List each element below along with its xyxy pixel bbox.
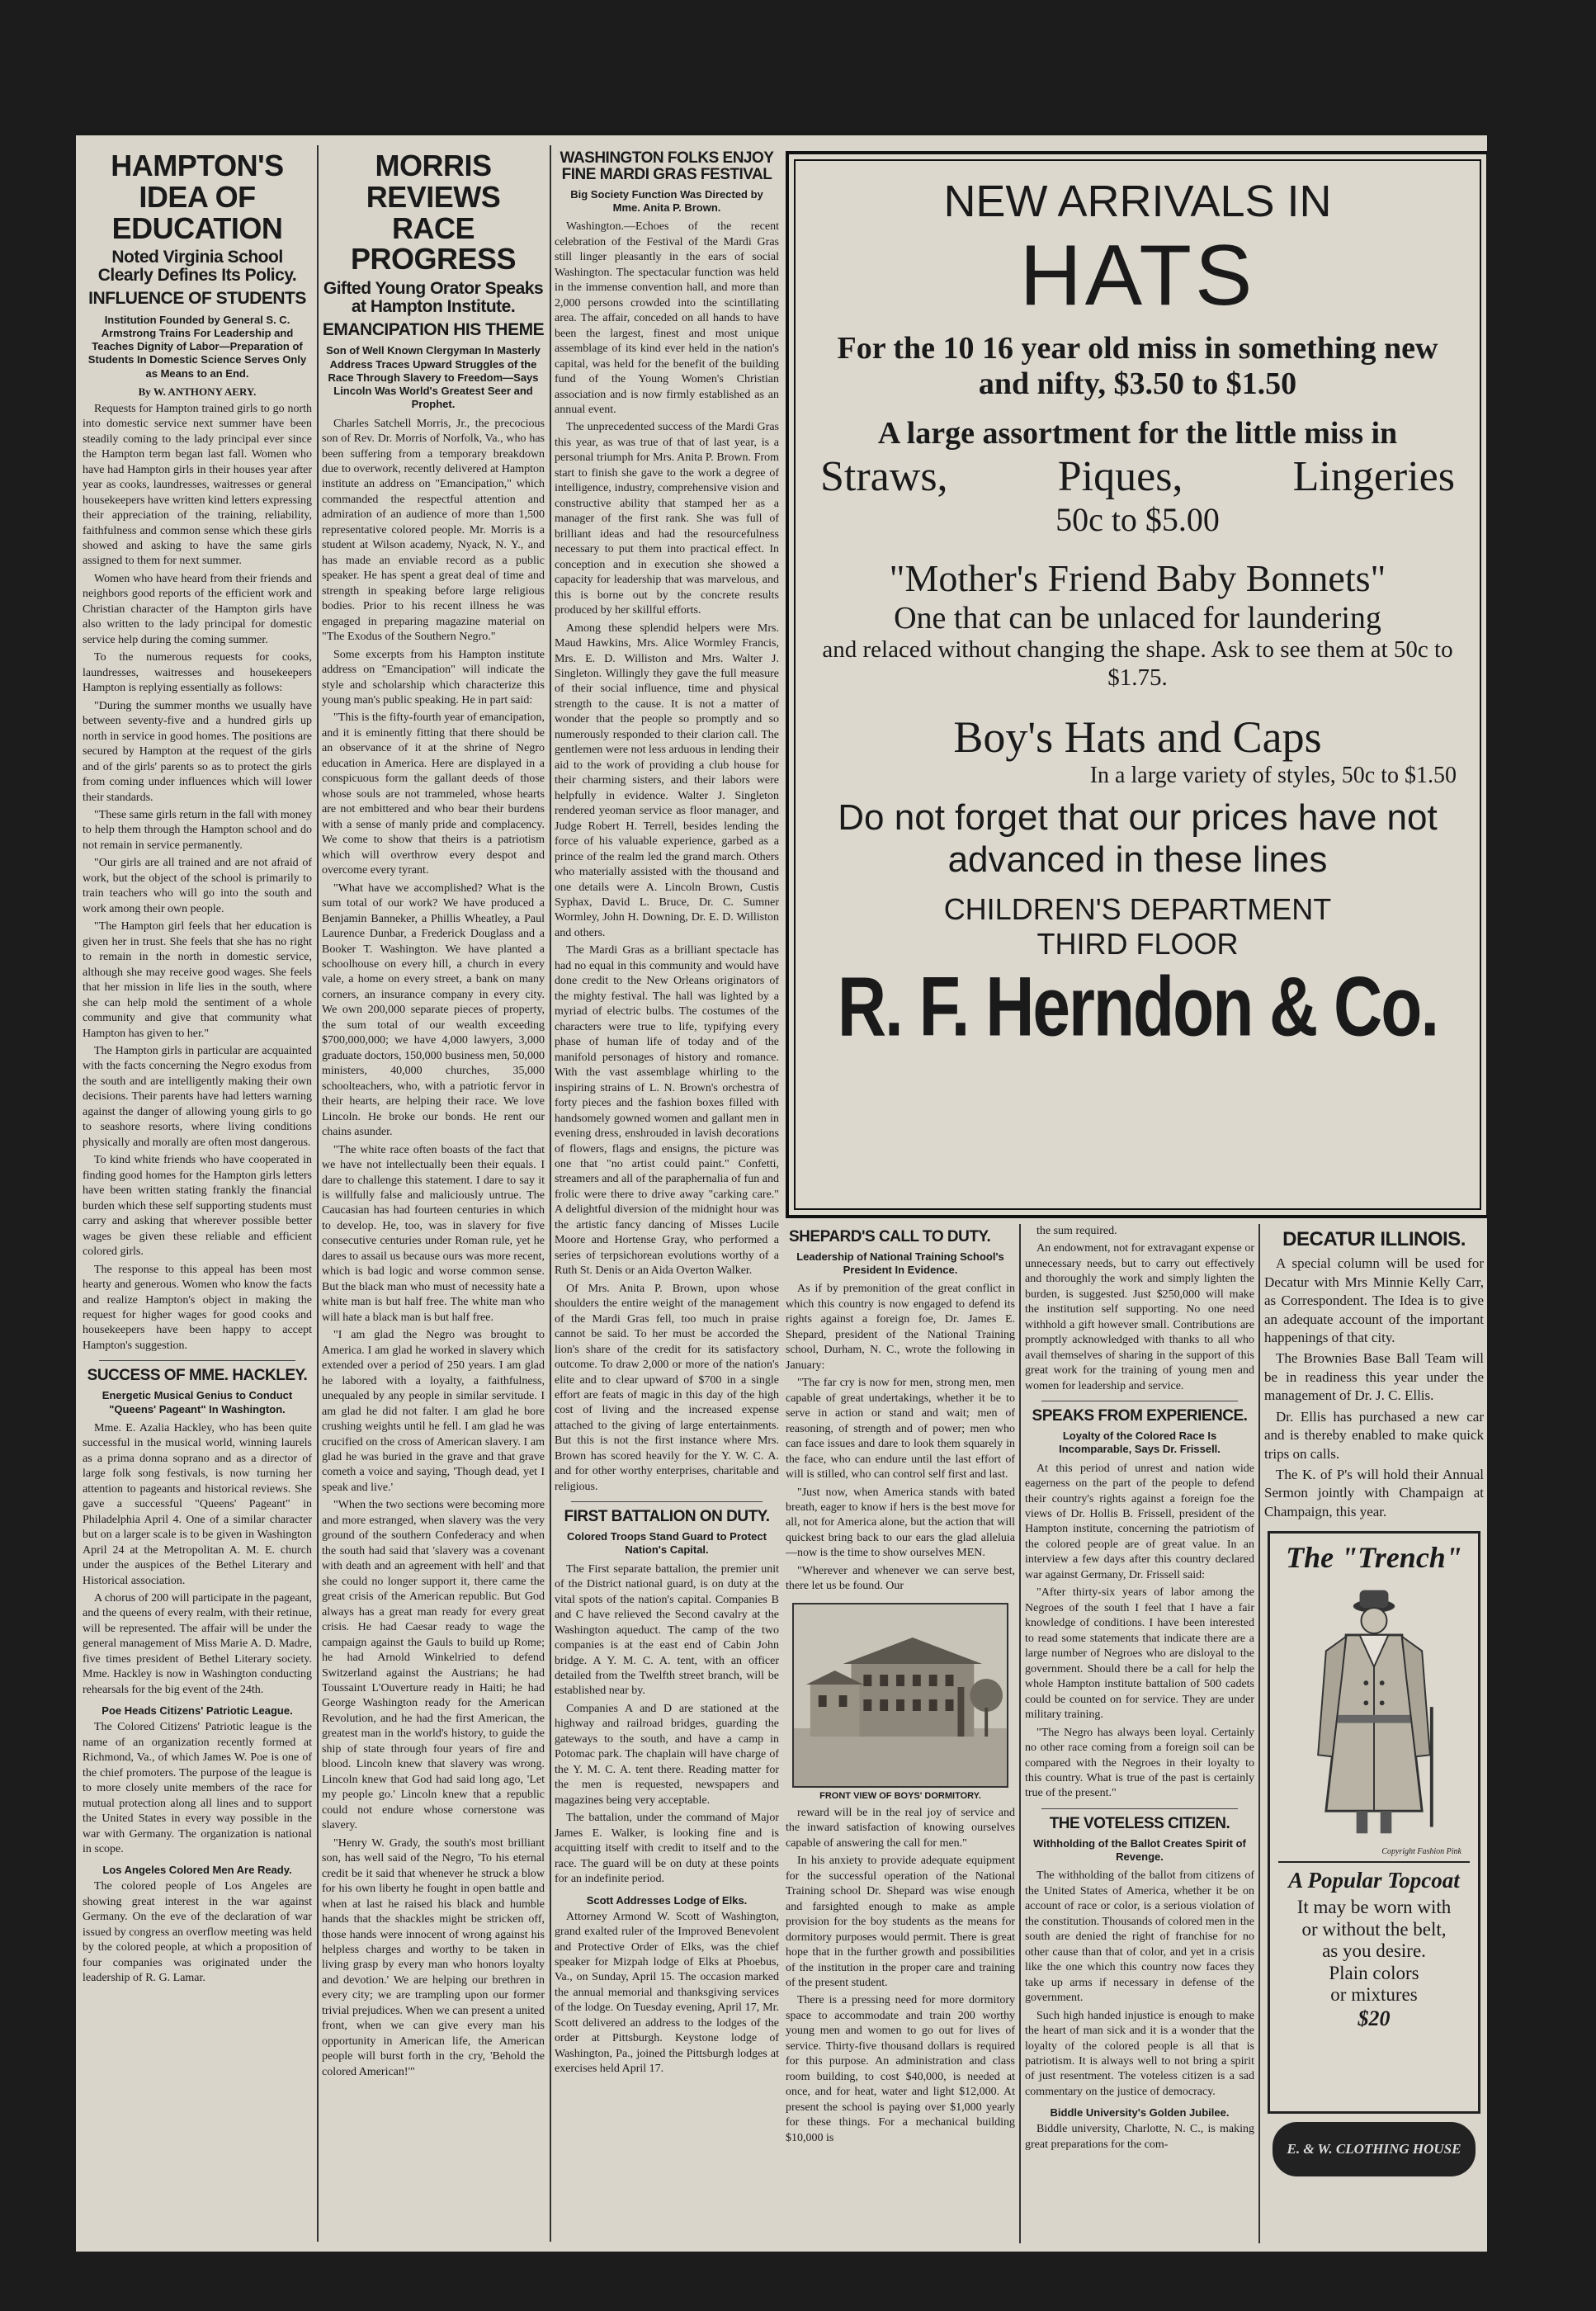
photo-caption: FRONT VIEW OF BOYS' DORMITORY.: [819, 1790, 981, 1801]
topcoat-line: It may be worn with: [1296, 1897, 1452, 1918]
headline-morris: MORRIS REVIEWS RACE PROGRESS: [350, 149, 517, 276]
paragraph: The Hampton girls in particular are acquainted with the facts concerning the Negro exodus from the south and are intelligently making their own decisions. Their parents have had letters warning against the danger of allowing young girls to go to seashore resorts, where living conditions physically and morally are often most dangerous.: [83, 1045, 312, 1149]
paragraph: A special column will be used for Decatur with Mrs Minnie Kelly Carr, as Correspondent. The Idea is to give an adequate account of the important happenings of that city.: [1264, 1255, 1484, 1345]
paragraph: "Wherever and whenever we can serve best, there let us be found. Our: [786, 1564, 1015, 1593]
topcoat-line: or mixtures: [1330, 1984, 1418, 2006]
paragraph: Some excerpts from his Hampton institute address on "Emancipation" will indicate the style and scholarship which characterize this young man's public speaking. He in part said:: [322, 648, 545, 707]
herndon-hats-advertisement: [786, 151, 1487, 1218]
deck-voteless: Withholding of the Ballot Creates Spirit of Revenge.: [1033, 1836, 1246, 1864]
paragraph: "Henry W. Grady, the south's most brilliant son, has well said of the Negro, 'To his eternal credit be it said that whenever he struck a blow for his own liberty he fought in open battle and when at last he raised his black and humble hands that the shackles might be stricken off, those hands were innocent of wrong against his helpless charges and worthy to be taken in living grasp by every man who honors loyalty and devotion.' We are helping our brethren in every city; we are trampling upon our former trivial prejudices. When we can present a united front, when we can give every man his opportunity in American life, the American people will burst forth in the cry, 'Behold the colored American!'": [322, 1836, 545, 2078]
column-frissell: [1025, 1224, 1254, 2247]
headline-hackley: SUCCESS OF MME. HACKLEY.: [87, 1367, 308, 1385]
paragraph: There is a pressing need for more dormitory space to accommodate and train 200 worthy young men and women to go out for lives of service. Thirty-five thousand dollars is required for this purpose. An administration and class room building, to cost $40,000, is needed at once, and for heat, water and light $12,000. At present the school is paying over $1,000 yearly for these things. For a mechanical building $10,000 is: [786, 1994, 1015, 2144]
paragraph: Attorney Armond W. Scott of Washington, grand exalted ruler of the Improved Benevolent and Protective Order of Elks, was the chief speaker for Mizpah lodge of Elks at Phoebus, Va., on Sunday, April 15. The occasion marked the annual memorial and thanksgiving services of the lodge. On Tuesday evening, April 17, Mr. Scott delivered an address to the lodges of the order at Pittsburgh. Keystone lodge of Washington, Pa., joined the Pittsburgh lodges at exercises held April 17.: [555, 1910, 779, 2076]
topcoat-line: as you desire.: [1322, 1940, 1426, 1962]
column-rule: [1258, 1224, 1260, 2243]
headline-voteless: THE VOTELESS CITIZEN.: [1049, 1814, 1230, 1832]
ad-assortment: A large assortment for the little miss in: [877, 416, 1398, 451]
column-decatur: [1264, 1224, 1484, 2247]
ad-unlaced: One that can be unlaced for laundering: [894, 600, 1381, 636]
paragraph: reward will be in the real joy of service and the inward satisfaction of knowing ourselves capable of answering the call for men.": [786, 1806, 1015, 1850]
paragraph: The colored people of Los Angeles are showing great interest in the war against Germany. On the eve of the declaration of war issued by congress an overflow meeting was held by the colored people, at which a proposition of four companies was originated under the leadership of R. G. Lamar.: [83, 1880, 312, 1985]
paragraph: "When the two sections were becoming more and more estranged, when slavery was the very ground of the southern Confederacy and when the south had said that 'slavery was a covenant with death and an agreement with hell' and that she could no longer support it, there came the great crisis of the American republic. But God always has a great man ready for every great crisis. He had Caesar ready to wage the campaign against the Gauls to build up Rome; he had Arnold Winkelried to defend Switzerland against the Austrians; he had Toussaint L'Ouverture ready in Haiti; he had George Washington ready for the American Revolution, and he had the first American, the greatest man in the world's history, to guide the ship of state through four years of fire and blood. Lincoln knew that slavery was wrong. Lincoln knew that God had said long ago, 'Let my people go.' Lincoln knew that a republic could not endure whose cornerstone was slavery.: [322, 1499, 545, 1832]
topcoat-line: Plain colors: [1329, 1962, 1419, 1983]
newspaper-page: [76, 130, 1487, 2252]
paragraph: Charles Satchell Morris, Jr., the precocious son of Rev. Dr. Morris of Norfolk, Va., who has been suffering from a temporary breakdown due to overwork, recently delivered at Hampton institute an address on "Emancipation," which commanded the respectful attention and admiration of an audience of more than 1,500 representative colored people. Mr. Morris is a student at Wilson academy, Nyack, N. Y., and has made an enviable record as a public speaker. He has spent a great deal of time and strength in speaking before large religious bodies. Prior to his recent illness he was engaged in preparing magazine material on "The Exodus of the Southern Negro.": [322, 417, 545, 644]
deck-morris: Son of Well Known Clergyman In Masterly Address Traces Upward Struggles of the Race Through Slavery to Freedom—Says Lincoln Was World's Greatest Seer and Prophet.: [326, 344, 541, 411]
deck-experience: Loyalty of the Colored Race Is Incomparable, Says Dr. Frissell.: [1059, 1430, 1221, 1456]
divider: [99, 1360, 295, 1361]
paragraph: Such high handed injustice is enough to make the heart of man sick and it is a wonder that the loyalty of the colored people is all that is patriotism. It is always well to not bring a spirit of just resentment. The voteless citizen is a sad commentary on the justice of democracy.: [1025, 2009, 1254, 2098]
paragraph: "After thirty-six years of labor among the Negroes of the south I feel that I have a fair knowledge of conditions. I have been interested to read some statements that indicate there are a large number of Negroes who are disloyal to the government. Should there be a call for help the whole Hampton institute battalion of 500 cadets could be counted on for service. They are under military training.: [1025, 1586, 1254, 1722]
paragraph: The K. of P's will hold their Annual Sermon jointly with Champaign at Champaign, this year.: [1264, 1467, 1484, 1519]
paragraph: Mme. E. Azalia Hackley, who has been quite successful in the musical world, winning laurels as a prima donna soprano and as a director of large folk song festivals, is now turning her attention to pageants and historical reviews. She gave a successful "Queens' Pageant" in Philadelphia April 4. One of a similar character but on a larger scale is to be given in Washington April 24 at the Metropolitan A. M. E. church under the auspices of the Bethel Literary and Historical association.: [83, 1421, 312, 1587]
paragraph: Women who have heard from their friends and neighbors good reports of the efficient work and Christian character of the Hampton girls have also written to the lady principal for domestic service help during the coming summer.: [83, 572, 312, 646]
paragraph: The Mardi Gras as a brilliant spectacle has had no equal in this community and would have done credit to the New Orleans originators of the mighty festival. The hall was lighted by a myriad of electric bulbs. The costumes of the characters were true to life, typifying every phase of human life of today and of the manifold personages of history and romance. With the vast assemblage whirling to the inspiring strains of L. N. Brown's orchestra of forty pieces and the fashion boxes filled with handsomely gowned women and gallant men in evening dress, enshrouded in lavish decorations of flowers, flags and ensigns, the picture was one that "no artist could paint." Confetti, streamers and all of the paraphernalia of fun and frolic were there to drive away "carking care." A delightful diversion of the midnight hour was the artistic fancy dancing of Misses Lucile Moore and Hortense Gray, who performed a series of terpsichorean evolutions worthy of a Ruth St. Denis or an Aida Overton Walker.: [555, 944, 779, 1278]
ad-relaced: and relaced without changing the shape. Ask to see them at 50c to $1.75.: [822, 636, 1453, 691]
trench-title: The "Trench": [1286, 1541, 1462, 1575]
article-hackley-body: [83, 1421, 312, 1698]
deck-hackley: Energetic Musical Genius to Conduct "Queens' Pageant" In Washington.: [102, 1389, 293, 1415]
paragraph: To kind white friends who have cooperated in finding good homes for the Hampton girls letters have been written stating frankly the financial burden which these self supporting students must carry and asking that wherever possible better wages be given these reliable and efficient colored girls.: [83, 1154, 312, 1259]
article-experience-body: [1025, 1462, 1254, 1802]
headline-elks: Scott Addresses Lodge of Elks.: [586, 1893, 748, 1907]
paragraph: The First separate battalion, the premier unit of the District national guard, is on duty at the vital spots of the nation's capital. Companies B and C have relieved the Second cavalry at the Washington aqueduct. The camp of the two companies is at the east end of Cabin John bridge. A Y. M. C. A. tent, with an officer detailed from the Twelfth street branch, will be established near by.: [555, 1562, 779, 1698]
paragraph: "The white race often boasts of the fact that we have not intellectually been their equals. I dare to challenge this statement. I dare to say it is willfully false and maliciously untrue. The Caucasian has had fourteen centuries in which to develop. He, too, was in slavery for five consecutive centuries under Roman rule, yet he dares to assail us because ours was more recent, which is bad logic and worse common sense. But the black man who must of necessity hate a white man is but half free. The white man who will hate a black man is but half free.: [322, 1143, 545, 1324]
paragraph: "What have we accomplished? What is the sum total of our work? We have produced a Benjamin Banneker, a Phillis Wheatley, a Paul Laurence Dunbar, a Frederick Douglass and a Booker T. Washington. We have planted a schoolhouse on every hill, a church in every vale, a home on every street, a bank on many corners, an insurance company in every city. We own 200,000 separate pieces of property, the sum total of our wealth exceeding $700,000,000; we have 4,000 lawyers, 3,000 graduate doctors, 150,000 business men, 50,000 ministers, 40,000 churches, 35,000 schoolteachers, who, with a patriotic fervor in their hearts, are helping their race. We love Lincoln. He broke our bonds. He rent our chains asunder.: [322, 881, 545, 1139]
deck-hampton: Institution Founded by General S. C. Armstrong Trains For Leadership and Teaches Dignity of Labor—Preparation of Students In Domestic Science Serves Only as Means to an End.: [87, 313, 307, 380]
deck-battalion: Colored Troops Stand Guard to Protect Nation's Capital.: [567, 1530, 767, 1557]
article-hampton-body: [83, 402, 312, 1354]
paragraph: The battalion, under the command of Major James E. Walker, is looking fine and is acquitting itself with credit to itself and to the race. The guard will be on duty at these points for an indefinite period.: [555, 1812, 779, 1886]
paragraph: To the numerous requests for cooks, laundresses, waitresses and housekeepers Hampton is replying essentially as follows:: [83, 651, 312, 695]
article-morris-body: [322, 417, 545, 2081]
article-shepard-body: [786, 1282, 1015, 1594]
ad-variety: In a large variety of styles, 50c to $1.50: [1089, 763, 1457, 789]
paragraph: Among these splendid helpers were Mrs. Maud Hawkins, Mrs. Alice Wormley Francis, Mrs. E. D. Williston and Mrs. Walter J. Singleton. Willingly they gave the full measure of their social influence, time and physical strength to the cause. It is not a matter of wonder that the people so promptly and so numerously responded to their clarion call. The gentlemen were not less arduous in lending their aid to the work of providing a club house for their charming sisters, and their labors were helpfully in evidence. Walter J. Singleton rendered yeoman service as floor manager, and Judge Robert H. Terrell, besides lending the force of his valuable experience, garbed as a prince of the realm led the grand march. Others who materially assisted with the thousand and one details were A. Lincoln Brown, Custis Syphax, David L. Bruce, Dr. C. Sumner Wormley, John H. Downing, Dr. E. D. Williston and others.: [555, 621, 779, 939]
headline-mardi-gras: WASHINGTON FOLKS ENJOY FINE MARDI GRAS FESTIVAL: [560, 149, 774, 183]
top-rule: [76, 130, 1487, 135]
clothing-house-logo: E. & W. CLOTHING HOUSE: [1273, 2122, 1476, 2176]
ad-fifty-cents: 50c to $5.00: [1055, 500, 1220, 538]
headline-poe: Poe Heads Citizens' Patriotic League.: [102, 1704, 293, 1718]
ad-hats: HATS: [1019, 228, 1256, 324]
deck-shepard: Leadership of National Training School's President In Evidence.: [796, 1250, 1004, 1277]
dormitory-photo: [792, 1603, 1008, 1788]
paragraph: Washington.—Echoes of the recent celebration of the Festival of the Mardi Gras still linger pleasantly in the ears of social Washington. The spectacular function was held in the immense convention hall, and more than 2,000 persons crowded into the scintillating area. The affair, conceded on all hands to have been the largest, finest and most unique assemblage of its kind ever held in the nation's capital, was held for the benefit of the building fund of the Young Women's Christian association and is now firmly established as an annual event.: [555, 220, 779, 416]
article-mardi-gras-body: [555, 220, 779, 1495]
paragraph: "Just now, when America stands with bated breath, eager to know if hers is the best move for all, not for America alone, but the action that will quickest bring back to our ears the glad alleluia—now is the time to show ourselves MEN.: [786, 1486, 1015, 1560]
paragraph: An endowment, not for extravagant expense or unnecessary needs, but to carry out effectively and thoroughly the work and simply lighten the burden, is suggested. Just $250,000 will make the institution self supporting. No one need withhold a gift however small. Contributions are promptly acknowledged with thanks to all who avail themselves of sharing in the support of this great work for the training of young men and women for leadership and service.: [1025, 1242, 1254, 1392]
column-mardi-gras: [555, 145, 779, 2246]
column-rule: [317, 145, 319, 2242]
paragraph: Of Mrs. Anita P. Brown, upon whose shoulders the entire weight of the management of the Mardi Gras fell, too much in praise cannot be said. To her must be accorded the lion's share of the credit for its satisfactory outcome. To draw 2,000 or more of the nation's elite and to clear upward of $700 in a single effort are feats of magic in this day of the high cost of living and the increased expense attached to the giving of large entertainments. But this is not the first instance where Mrs. Brown has scored heavily for the Y. W. C. A. and for other worthy enterprises, charitable and religious.: [555, 1282, 779, 1493]
paragraph: "The Hampton girl feels that her education is given her in trust. She feels that she has no right to remain in the north in domestic service, although she may receive good wages. She feels that her mission in life lies in the south, where she can help mold the sentiment of a whole community and give that community what Hampton has given to her.": [83, 920, 312, 1040]
paragraph: Companies A and D are stationed at the highway and railroad bridges, guarding the gateways to the south, and have a camp in Potomac park. The chaplain will have charge of the Y. M. C. A. tent there. Reading matter for the men is requested, newspapers and magazines being very acceptable.: [555, 1702, 779, 1807]
paragraph: "These same girls return in the fall with money to help them through the Hampton school and do not remain in service permanently.: [83, 808, 312, 852]
column-shepard: [786, 1224, 1015, 2247]
headline-los-angeles: Los Angeles Colored Men Are Ready.: [102, 1864, 292, 1877]
ad-ten-sixteen: For the 10 16 year old miss in something new and nifty, $3.50 to $1.50: [837, 330, 1438, 402]
paragraph: "I am glad the Negro was brought to America. I am glad he worked in slavery which extended over a period of 250 years. I am glad he labored with a loyalty, a faithfulness, unequaled by any people in similar servitude. I am glad he did not falter. I am glad he bore crushing weights until he fell. I am glad he was crucified on the cross of American slavery. I am glad he was buried in the grave and that grave cometh a voice and saying, 'Though dead, yet I speak and live.': [322, 1329, 545, 1494]
article-voteless-body: [1025, 1869, 1254, 2100]
article-battalion-body: [555, 1562, 779, 1888]
subhead-hampton: Noted Virginia School Clearly Defines Its Policy.: [97, 248, 297, 286]
paragraph: Biddle university, Charlotte, N. C., is making great preparations for the com-: [1025, 2123, 1254, 2151]
paragraph: The response to this appeal has been most hearty and generous. Women who know the facts and realize Hampton's object in making the request for higher wages for good cooks and housekeepers have been happy to accept Hampton's suggestion.: [83, 1263, 312, 1352]
paragraph: In his anxiety to provide adequate equipment for the successful operation of the National Training school Dr. Shepard was wise enough and farsighted enough to make as ample provision for the boy students as the means for dormitory purposes would permit. There is great hope that in the further growth and possibilities of the institution in the proper care and training of the present student.: [786, 1855, 1015, 1989]
ad-mothers-friend: "Mother's Friend Baby Bonnets": [889, 556, 1386, 599]
byline-aery: By W. ANTHONY AERY.: [138, 385, 257, 398]
paragraph: "Our girls are all trained and are not afraid of work, but the object of the school is primarily to train teachers who will go into the south and work among their own people.: [83, 857, 312, 915]
column-morris: [322, 145, 545, 2246]
paragraph: The Colored Citizens' Patriotic league is the name of an organization recently formed at Richmond, Va., of which James W. Poe is one of the chief promoters. The purpose of the league is to more closely unite members of the race for mutual protection along all lines and to support the United States in every way possible in the war with Germany. The organization is national in scope.: [83, 1721, 312, 1855]
article-shepard-end: [1025, 1224, 1254, 1394]
ad-prices-notice: Do not forget that our prices have not advanced in these lines: [838, 797, 1438, 880]
deck-mardi-gras: Big Society Function Was Directed by Mme. Anita P. Brown.: [570, 187, 763, 215]
trench-coat-illustration: [1270, 1575, 1478, 1847]
subhead-orator: Gifted Young Orator Speaks at Hampton Institute.: [323, 279, 544, 317]
ad-new-arrivals: NEW ARRIVALS IN: [943, 177, 1332, 226]
paragraph: The unprecedented success of the Mardi Gras this year, as was true of that of last year, is a personal triumph for Mrs. Anita P. Brown. From start to finish she gave to the work a degree of intelligence, industry, comprehensive vision and constructive ability that stamped her as a manager of the first rank. She was full of brilliant ideas and had the resourcefulness necessary to put them into practical effect. In conception and in execution she showed a capacity for leadership that was marvelous, and this is borne out by the concrete results produced by her skillful efforts.: [555, 421, 779, 617]
paragraph: Requests for Hampton trained girls to go north into domestic service next summer have been steadily coming to the lady principal ever since the Hampton term began last fall. Women who have had Hampton girls in their houses year after year as cooks, laundresses, waitresses or general housekeepers have written kind letters expressing their appreciation of the training, reliability, faithfulness and common sense which these girls showed and asking to have the same girls assigned to them for next summer.: [83, 402, 312, 568]
decatur-news: [1264, 1255, 1484, 1521]
copyright-line: Copyright Fashion Pink: [1381, 1847, 1461, 1857]
topcoat-price: $20: [1358, 2006, 1391, 2030]
ad-item-lingeries: Lingeries: [1292, 452, 1455, 500]
headline-battalion: FIRST BATTALION ON DUTY.: [564, 1508, 770, 1526]
paragraph: "The Negro has always been loyal. Certainly no other race coming from a foreign soil can be compared with the Negroes in their loyalty to this country. What is true of the past is certainly true of the present.": [1025, 1726, 1254, 1800]
paragraph: As if by premonition of the great conflict in which this country is now engaged to defend its rights against a foreign foe, Dr. James E. Shepard, president of the National Training school, Durham, N. C., wrote the following in January:: [786, 1283, 1015, 1372]
divider: [1041, 1808, 1238, 1809]
article-shepard-continued: [786, 1806, 1015, 2146]
ad-herndon-logo: R. F. Herndon & Co.: [837, 960, 1438, 1055]
paragraph: "The far cry is now for men, strong men, men capable of great undertakings, whether it be to serve in action or stand and wait; men of reasoning, of strength and of power; men who can face issues and dare to look them squarely in the face, who can endure until the last effort of will is stilled, who can control self first and last.: [786, 1377, 1015, 1482]
column-rule: [1019, 1224, 1021, 2243]
column-hampton: [83, 145, 312, 2246]
headline-decatur: DECATUR ILLINOIS.: [1282, 1228, 1466, 1250]
trench-coat-advertisement: [1268, 1531, 1480, 2114]
ad-items-row: [796, 452, 1480, 501]
ad-third-floor: THIRD FLOOR: [1036, 926, 1239, 961]
ad-item-piques: Piques,: [1057, 452, 1183, 500]
paragraph: "This is the fifty-fourth year of emancipation, and it is eminently fitting that there should be an observance of it at the shrine of Negro education in America. Here are displayed in a conspicuous form the gallant deeds of those whose souls are not trammeled, whose hearts are not embittered and who bear their burdens with a sense of manly pride and complacency. We come to show that theirs is a patriotism which will overthrow every despot and overcome every tyrant.: [322, 711, 545, 877]
ad-boys-hats: Boy's Hats and Caps: [953, 712, 1322, 763]
column-rule: [550, 145, 551, 2242]
paragraph: At this period of unrest and nation wide eagerness on the part of the people to defend their country's rights against a foreign foe the views of Dr. Hollis B. Frissell, president of the Hampton institute, concerning the patriotism of the colored people are of great value. In an interview a few days after this country declared war against Germany, Dr. Frissell said:: [1025, 1462, 1254, 1581]
headline-shepard: SHEPARD'S CALL TO DUTY.: [789, 1228, 991, 1245]
ad-item-straws: Straws,: [820, 452, 948, 500]
paragraph: Dr. Ellis has purchased a new car and is thereby enabled to make quick trips on calls.: [1264, 1408, 1484, 1462]
paragraph: A chorus of 200 will participate in the pageant, and the queens of every realm, with their retinue, will be represented. The affair will be under the general management of Miss Marie A. D. Madre, five times president of Bethel Literary society. Mme. Hackley is now in Washington conducting rehearsals for the big event of the 24th.: [83, 1591, 312, 1696]
headline-biddle: Biddle University's Golden Jubilee.: [1050, 2106, 1230, 2120]
topcoat-heading: A Popular Topcoat: [1288, 1868, 1460, 1893]
subhead-influence: INFLUENCE OF STUDENTS: [88, 289, 306, 309]
topcoat-details: [1270, 1897, 1478, 2030]
divider: [571, 1501, 763, 1502]
headline-experience: SPEAKS FROM EXPERIENCE.: [1032, 1407, 1248, 1425]
paragraph: The withholding of the ballot from citizens of the United States of America, whether it be on account of race or color, is a serious violation of the constitution. Thousands of colored men in the south are denied the right of franchise for no other cause than that of color, and yet in a crisis like the one which this country now faces they take up arms if necessary in defense of the government.: [1025, 1869, 1254, 2005]
topcoat-line: or without the belt,: [1301, 1918, 1447, 1940]
ad-childrens-dept: CHILDREN'S DEPARTMENT: [943, 892, 1332, 927]
paragraph: The Brownies Base Ball Team will be in readiness this year under the management of Dr. J. C. Ellis.: [1264, 1350, 1484, 1404]
paragraph: "During the summer months we usually have between seventy-five and a hundred girls up north in service in good homes. The positions are secured by Hampton at the request of the girls and of the girls' parents so as to protect the girls from coming under influences which will lower their standards.: [83, 699, 312, 804]
subhead-emancipation: EMANCIPATION HIS THEME: [322, 320, 545, 340]
paragraph: the sum required.: [1036, 1225, 1117, 1237]
headline-hampton: HAMPTON'S IDEA OF EDUCATION: [111, 149, 284, 245]
